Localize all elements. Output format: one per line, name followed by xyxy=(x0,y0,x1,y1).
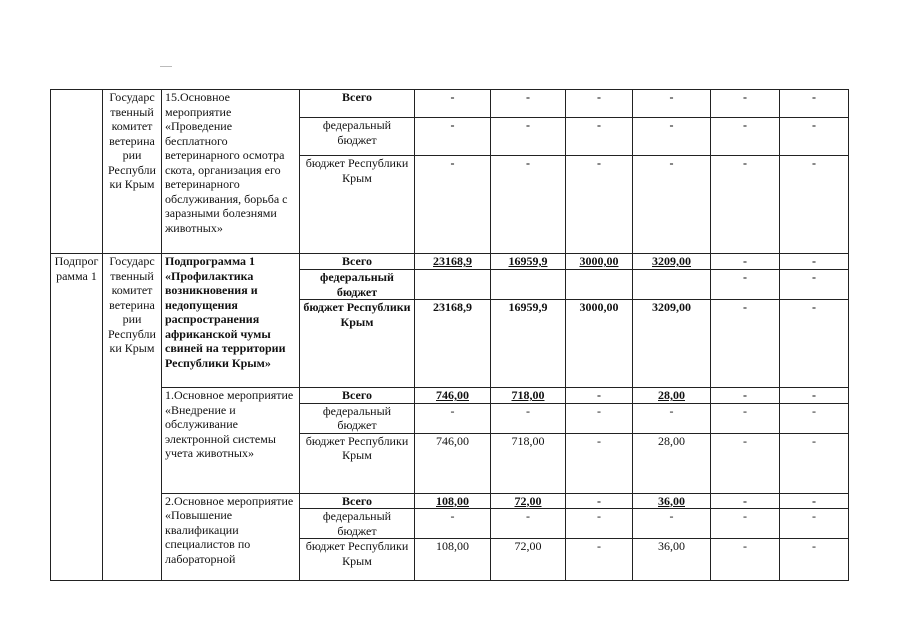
value-total: 746,00 xyxy=(415,433,491,493)
value-2018: - xyxy=(711,509,780,539)
value-2019: - xyxy=(780,254,849,270)
value-2015: - xyxy=(491,509,566,539)
value-2018: - xyxy=(711,254,780,270)
value-total: - xyxy=(415,118,491,156)
value-total: 746,00 xyxy=(415,388,491,404)
value-total: - xyxy=(415,509,491,539)
value-2016: - xyxy=(566,90,633,118)
value-2016: - xyxy=(566,539,633,581)
value-2016: - xyxy=(566,403,633,433)
source-republic: бюджет Республики Крым xyxy=(300,433,415,493)
value-2015: - xyxy=(491,403,566,433)
value-2017: 36,00 xyxy=(633,493,711,509)
value-total: 108,00 xyxy=(415,539,491,581)
budget-table xyxy=(50,89,849,581)
value-2015 xyxy=(491,270,566,300)
responsible-cell: Государс твенный комитет ветерина рии Республи ки Крым xyxy=(103,254,162,581)
source-federal: федеральный бюджет xyxy=(300,509,415,539)
value-2018: - xyxy=(711,493,780,509)
subprogram-name: Подпрограмма 1 «Профилактика возникновения и недопущения распространения африканской чумы свиней на территории Республики Крым» xyxy=(162,254,300,388)
value-2016: - xyxy=(566,493,633,509)
source-republic: бюджет Республики Крым xyxy=(300,539,415,581)
table-row-m2-total xyxy=(51,493,849,509)
value-2019: - xyxy=(780,493,849,509)
value-2016: 3000,00 xyxy=(566,300,633,388)
value-2018: - xyxy=(711,300,780,388)
source-total: Всего xyxy=(300,254,415,270)
value-total: - xyxy=(415,403,491,433)
value-2018: - xyxy=(711,270,780,300)
source-total: Всего xyxy=(300,493,415,509)
value-2017: 36,00 xyxy=(633,539,711,581)
value-2015: - xyxy=(491,118,566,156)
value-2017: 3209,00 xyxy=(633,254,711,270)
value-2018: - xyxy=(711,118,780,156)
value-2015: 72,00 xyxy=(491,493,566,509)
value-2016: - xyxy=(566,156,633,254)
value-total: 108,00 xyxy=(415,493,491,509)
source-total: Всего xyxy=(300,90,415,118)
value-2019: - xyxy=(780,403,849,433)
source-federal: федеральный бюджет xyxy=(300,118,415,156)
value-total: 23168,9 xyxy=(415,300,491,388)
value-2017 xyxy=(633,270,711,300)
value-2016: - xyxy=(566,388,633,404)
value-2017: - xyxy=(633,118,711,156)
value-2017: - xyxy=(633,156,711,254)
value-2015: 718,00 xyxy=(491,433,566,493)
value-2018: - xyxy=(711,403,780,433)
measure-name: 15.Основное мероприятие «Проведение бесплатного ветеринарного осмотра скота, организация его ветеринарного обслуживания, борьба с заразными болезнями животных» xyxy=(162,90,300,254)
value-2016: - xyxy=(566,509,633,539)
value-2015: - xyxy=(491,156,566,254)
value-2016: - xyxy=(566,433,633,493)
source-republic: бюджет Республики Крым xyxy=(300,156,415,254)
value-2019: - xyxy=(780,433,849,493)
value-2017: - xyxy=(633,509,711,539)
value-2017: - xyxy=(633,403,711,433)
value-2016: - xyxy=(566,118,633,156)
value-2015: - xyxy=(491,90,566,118)
measure-name: 2.Основное мероприятие «Повышение квалификации специалистов по лабораторной xyxy=(162,493,300,581)
value-2017: 3209,00 xyxy=(633,300,711,388)
value-2019: - xyxy=(780,270,849,300)
value-total: - xyxy=(415,156,491,254)
value-total: 23168,9 xyxy=(415,254,491,270)
value-total: - xyxy=(415,90,491,118)
value-2015: 16959,9 xyxy=(491,300,566,388)
scan-mark xyxy=(160,66,172,67)
value-total xyxy=(415,270,491,300)
table-row-m15-total xyxy=(51,90,849,118)
value-2018: - xyxy=(711,156,780,254)
value-2015: 72,00 xyxy=(491,539,566,581)
value-2015: 718,00 xyxy=(491,388,566,404)
value-2019: - xyxy=(780,300,849,388)
value-2019: - xyxy=(780,90,849,118)
source-total: Всего xyxy=(300,388,415,404)
value-2019: - xyxy=(780,539,849,581)
value-2019: - xyxy=(780,118,849,156)
value-2018: - xyxy=(711,388,780,404)
source-federal: федеральный бюджет xyxy=(300,403,415,433)
value-2019: - xyxy=(780,388,849,404)
value-2019: - xyxy=(780,156,849,254)
value-2018: - xyxy=(711,433,780,493)
value-2018: - xyxy=(711,90,780,118)
value-2017: - xyxy=(633,90,711,118)
table-row-sub1-total xyxy=(51,254,849,270)
value-2016 xyxy=(566,270,633,300)
value-2016: 3000,00 xyxy=(566,254,633,270)
source-federal: федеральный бюджет xyxy=(300,270,415,300)
value-2019: - xyxy=(780,509,849,539)
table-row-m1-total xyxy=(51,388,849,404)
program-cell: Подпрог рамма 1 xyxy=(51,254,103,581)
program-cell xyxy=(51,90,103,254)
value-2017: 28,00 xyxy=(633,388,711,404)
measure-name: 1.Основное мероприятие «Внедрение и обслуживание электронной системы учета животных» xyxy=(162,388,300,494)
value-2017: 28,00 xyxy=(633,433,711,493)
source-republic: бюджет Республики Крым xyxy=(300,300,415,388)
value-2015: 16959,9 xyxy=(491,254,566,270)
responsible-cell: Государс твенный комитет ветерина рии Республи ки Крым xyxy=(103,90,162,254)
value-2018: - xyxy=(711,539,780,581)
